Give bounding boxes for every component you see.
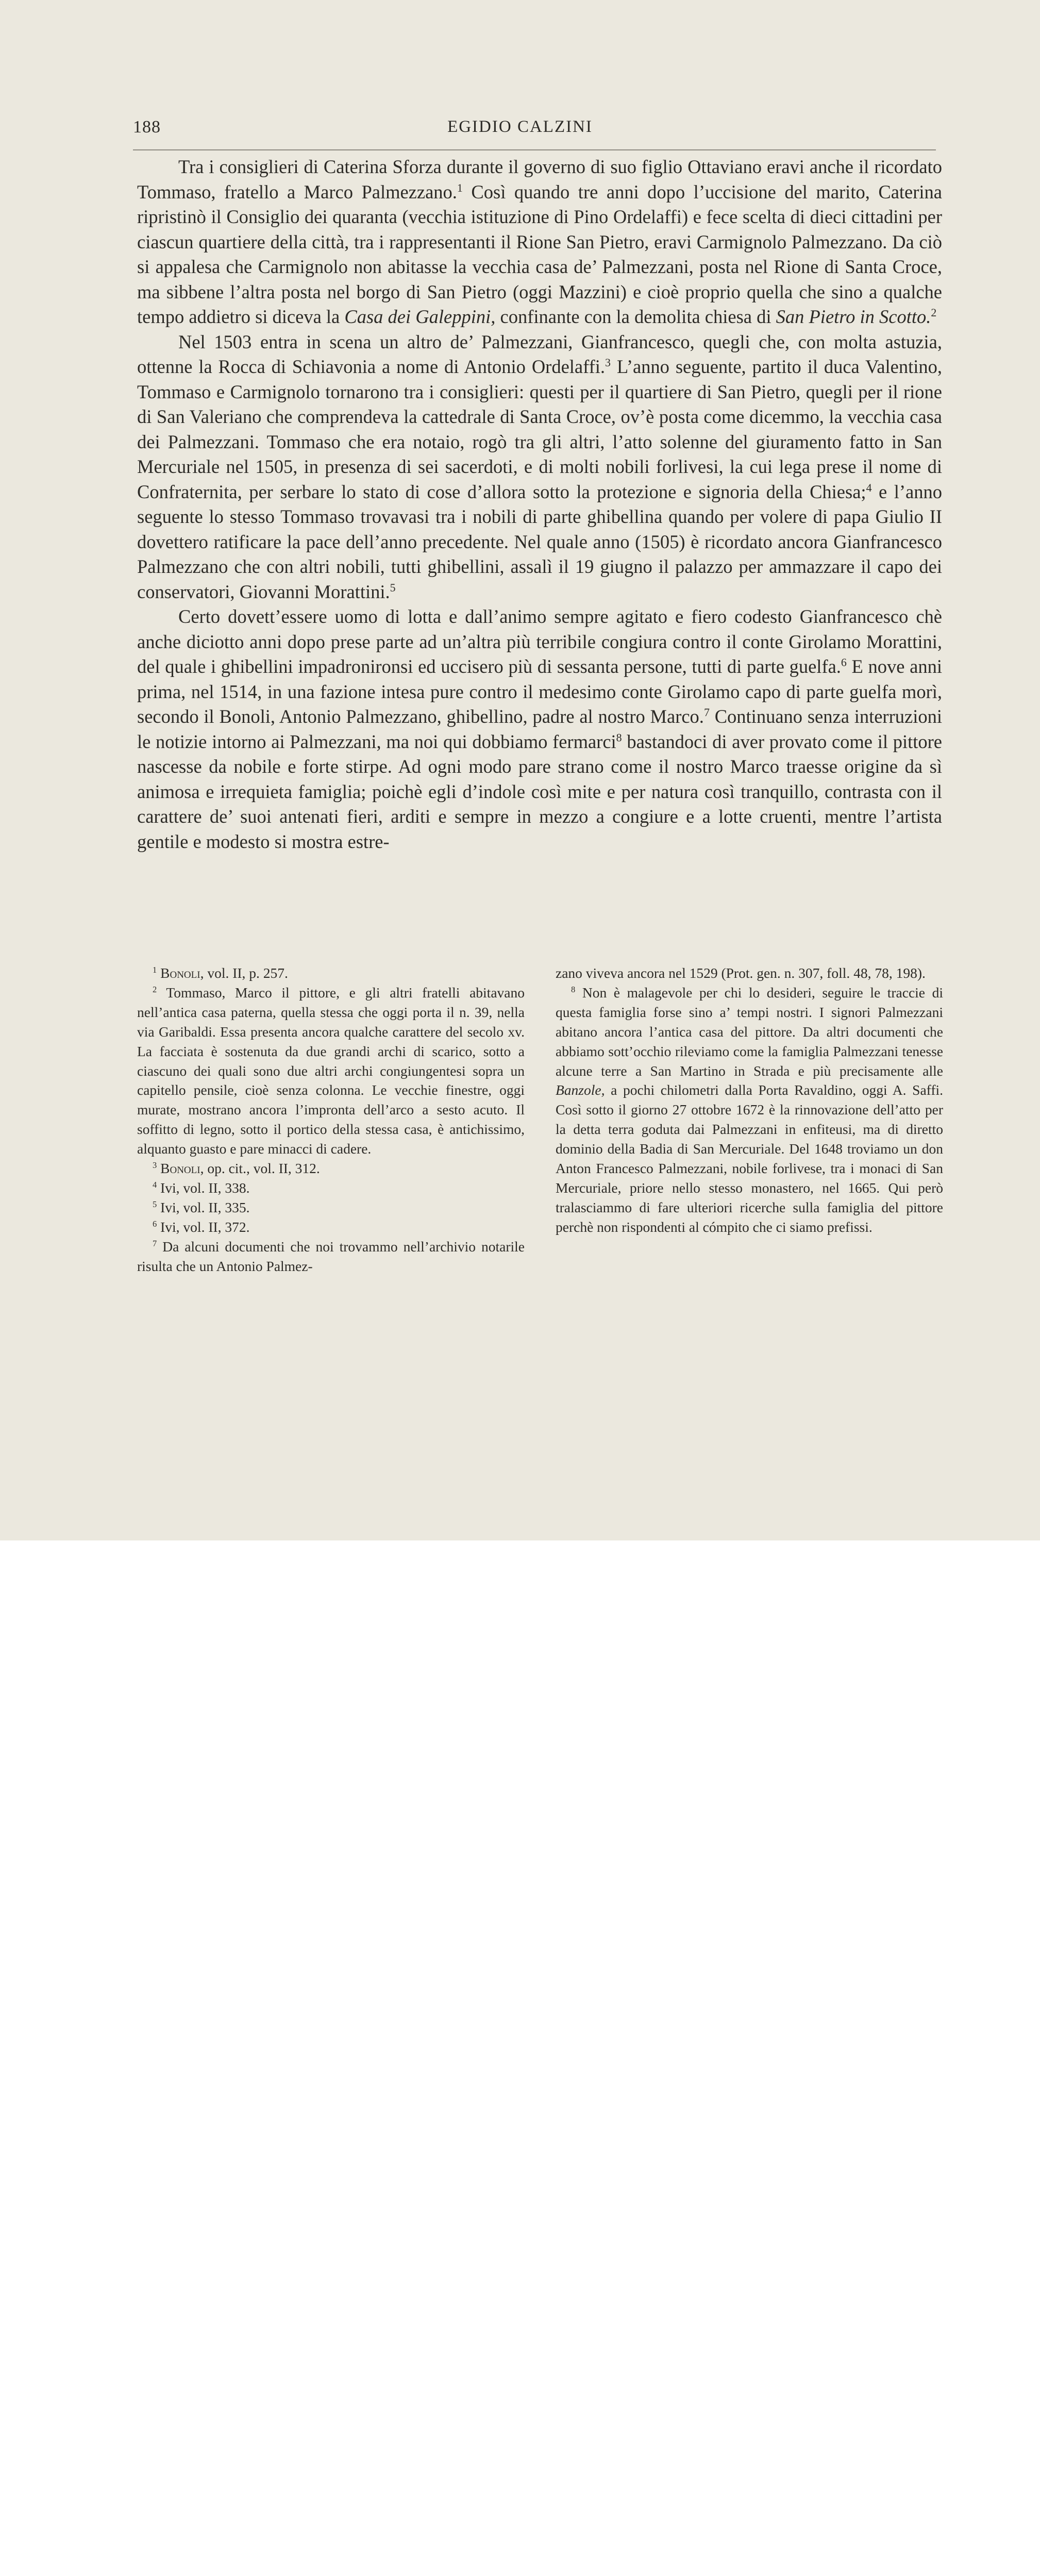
author-name: Bonoli [160, 965, 200, 981]
footnote-3: $^3$ Bonoli, op. cit., vol. II, 312. [153, 1160, 320, 1177]
footnote-ref-4: 4 [866, 481, 872, 494]
italic-phrase: Banzole, [556, 1082, 605, 1098]
footnote-ref-1: 1 [457, 181, 463, 194]
footnote-8: $^8$ Non è malagevole per chi lo desideri, seguire le traccie di questa famiglia forse sino a’ tempi nostri. I signori Palmezzani abitano ancora l’antica casa del pittore. Da altri documenti che abbiamo sott’occhio rileviamo come la famiglia Palmezzani tenesse alcune terre a San Martino in Strada e più precisamente alle Banzole, a pochi chilometri dalla Porta Ravaldino, oggi A. Saffi. Così sotto il giorno 27 ottobre 1672 è la rinnovazione dell’atto per la detta terra goduta dai Palmezzani in enfiteusi, ma di diretto dominio della Badia di San Mercuriale. Del 1648 troviamo un don Anton Francesco Palmezzani, nobile forlivese, tra i monaci di San Mercuriale, priore nello stesso monastero, nel 1665. Qui però tralasciammo di fare ulteriori ricerche sulla famiglia del pittore perchè non rispondenti al cómpito che ci siamo prefissi. [556, 984, 943, 1235]
footnote-ref-7: 7 [703, 705, 710, 719]
running-header [0, 117, 1040, 143]
paragraph-1: Tra i consiglieri di Caterina Sforza durante il governo di suo figlio Ottaviano eravi anche il ricordato Tommaso, fratello a Marco Palmezzano.$^1$ Così quando tre anni dopo l’uccisione del marito, Caterina ripristinò il Consiglio dei quaranta (vecchia istituzione di Pino Ordelaffi) e fece scelta di dieci cittadini per ciascun quartiere della città, tra i rappresentanti il Rione San Pietro, eravi Carmignolo Palmezzano. Da ciò si appalesa che Carmignolo non abitasse la vecchia casa de’ Palmezzani, posta nel Rione di Santa Croce, ma sibbene l’altra posta nel borgo di San Pietro (oggi Mazzini) e cioè proprio quella che sino a qualche tempo addietro si diceva la Casa dei Galeppini, confinante con la demolita chiesa di San Pietro in Scotto.$^2$ [137, 156, 942, 327]
italic-phrase: Casa dei Galeppini, [344, 306, 496, 327]
running-title: EGIDIO CALZINI [447, 117, 593, 136]
header-rule [133, 149, 936, 150]
footnote-1: $^1$ Bonoli, vol. II, p. 257. [153, 964, 288, 981]
footnote-ref-3: 3 [605, 355, 611, 369]
footnote-2: $^2$ Tommaso, Marco il pittore, e gli altri fratelli abitavano nell’antica casa paterna, quella stessa che oggi porta il n. 39, nella via Garibaldi. Essa presenta ancora qualche carattere del secolo xv. La facciata è sostenuta da due grandi archi di scarico, sotto a ciascuno dei quali sono due altri archi congiungentesi sopra un capitello pensile, cioè senza colonna. Le vecchie finestre, oggi murate, mostrano ancora l’impronta dell’arco a sesto acuto. Il soffitto di legno, sotto il portico della stessa casa, è antichissimo, alquanto guasto e pare minacci di cadere. [137, 984, 525, 1157]
page-number: 188 [133, 117, 161, 137]
footnote-6: $^6$ Ivi, vol. II, 372. [153, 1218, 250, 1235]
footnote-ref-8: 8 [616, 731, 622, 744]
footnote-7-continued: zano viveva ancora nel 1529 (Prot. gen. n. 307, foll. 48, 78, 198). [556, 965, 926, 981]
italic-phrase: San Pietro in Scotto. [776, 306, 931, 327]
footnote-ref-5: 5 [390, 581, 396, 594]
footnote-ref-6: 6 [841, 655, 847, 669]
footnote-4: $^4$ Ivi, vol. II, 338. [153, 1179, 250, 1196]
main-text [137, 155, 942, 854]
viewer-footer [0, 1540, 1040, 1634]
footnote-ref-2: 2 [931, 306, 937, 319]
footnote-5: $^5$ Ivi, vol. II, 335. [153, 1199, 250, 1215]
author-name: Bonoli [160, 1160, 200, 1177]
footnotes-right-column [556, 963, 943, 1237]
paragraph-2: Nel 1503 entra in scena un altro de’ Palmezzani, Gianfrancesco, quegli che, con molta astuzia, ottenne la Rocca di Schiavonia a nome di Antonio Ordelaffi.$^3$ L’anno seguente, partito il duca Valentino, Tommaso e Carmignolo tornarono tra i consiglieri: questi per il quartiere di San Pietro, quegli per il rione di San Valeriano che comprendeva la cattedrale di Santa Croce, ov’è posta come dicemmo, la vecchia casa dei Palmezzani. Tommaso che era notaio, rogò tra gli altri, l’atto solenne del giuramento fatto in San Mercuriale nel 1505, in presenza di sei sacerdoti, e di molti nobili forlivesi, la cui lega prese il nome di Confraternita, per serbare lo stato di cose d’allora sotto la protezione e signoria della Chiesa;$^4$ e l’anno seguente lo stesso Tommaso trovavasi tra i nobili di parte ghibellina quando per volere di papa Giulio II dovettero ratificare la pace dell’anno precedente. Nel quale anno (1505) è ricordato ancora Gianfrancesco Palmezzano che con altri nobili, tutti ghibellini, assalì il 19 giugno il palazzo per ammazzare il capo dei conservatori, Giovanni Morattini.$^5$ [137, 331, 942, 602]
footnote-7: $^7$ Da alcuni documenti che noi trovammo nell’archivio notarile risulta che un Antonio Palmez- [137, 1238, 525, 1274]
paragraph-3: Certo dovett’essere uomo di lotta e dall’animo sempre agitato e fiero codesto Gianfrancesco chè anche diciotto anni dopo prese parte ad un’altra più terribile congiura contro il conte Girolamo Morattini, del quale i ghibellini impadronironsi ed uccisero più di sessanta persone, tutti di parte guelfa.$^6$ E nove anni prima, nel 1514, in una fazione intesa pure contro il medesimo conte Girolamo capo di parte guelfa morì, secondo il Bonoli, Antonio Palmezzano, ghibellino, padre al nostro Marco.$^7$ Continuano senza interruzioni le notizie intorno ai Palmezzani, ma noi qui dobbiamo fermarci$^8$ bastandoci di aver provato come il pittore nascesse da nobile e forte stirpe. Ad ogni modo pare strano come il nostro Marco traesse origine da sì animosa e irrequieta famiglia; poichè egli d’indole così mite e per natura così tranquillo, contrasta con il carattere de’ suoi antenati fieri, arditi e sempre in mezzo a congiure e a lotte cruenti, mentre l’artista gentile e modesto si mostra estre- [137, 606, 942, 852]
footnotes-left-column [137, 963, 525, 1276]
